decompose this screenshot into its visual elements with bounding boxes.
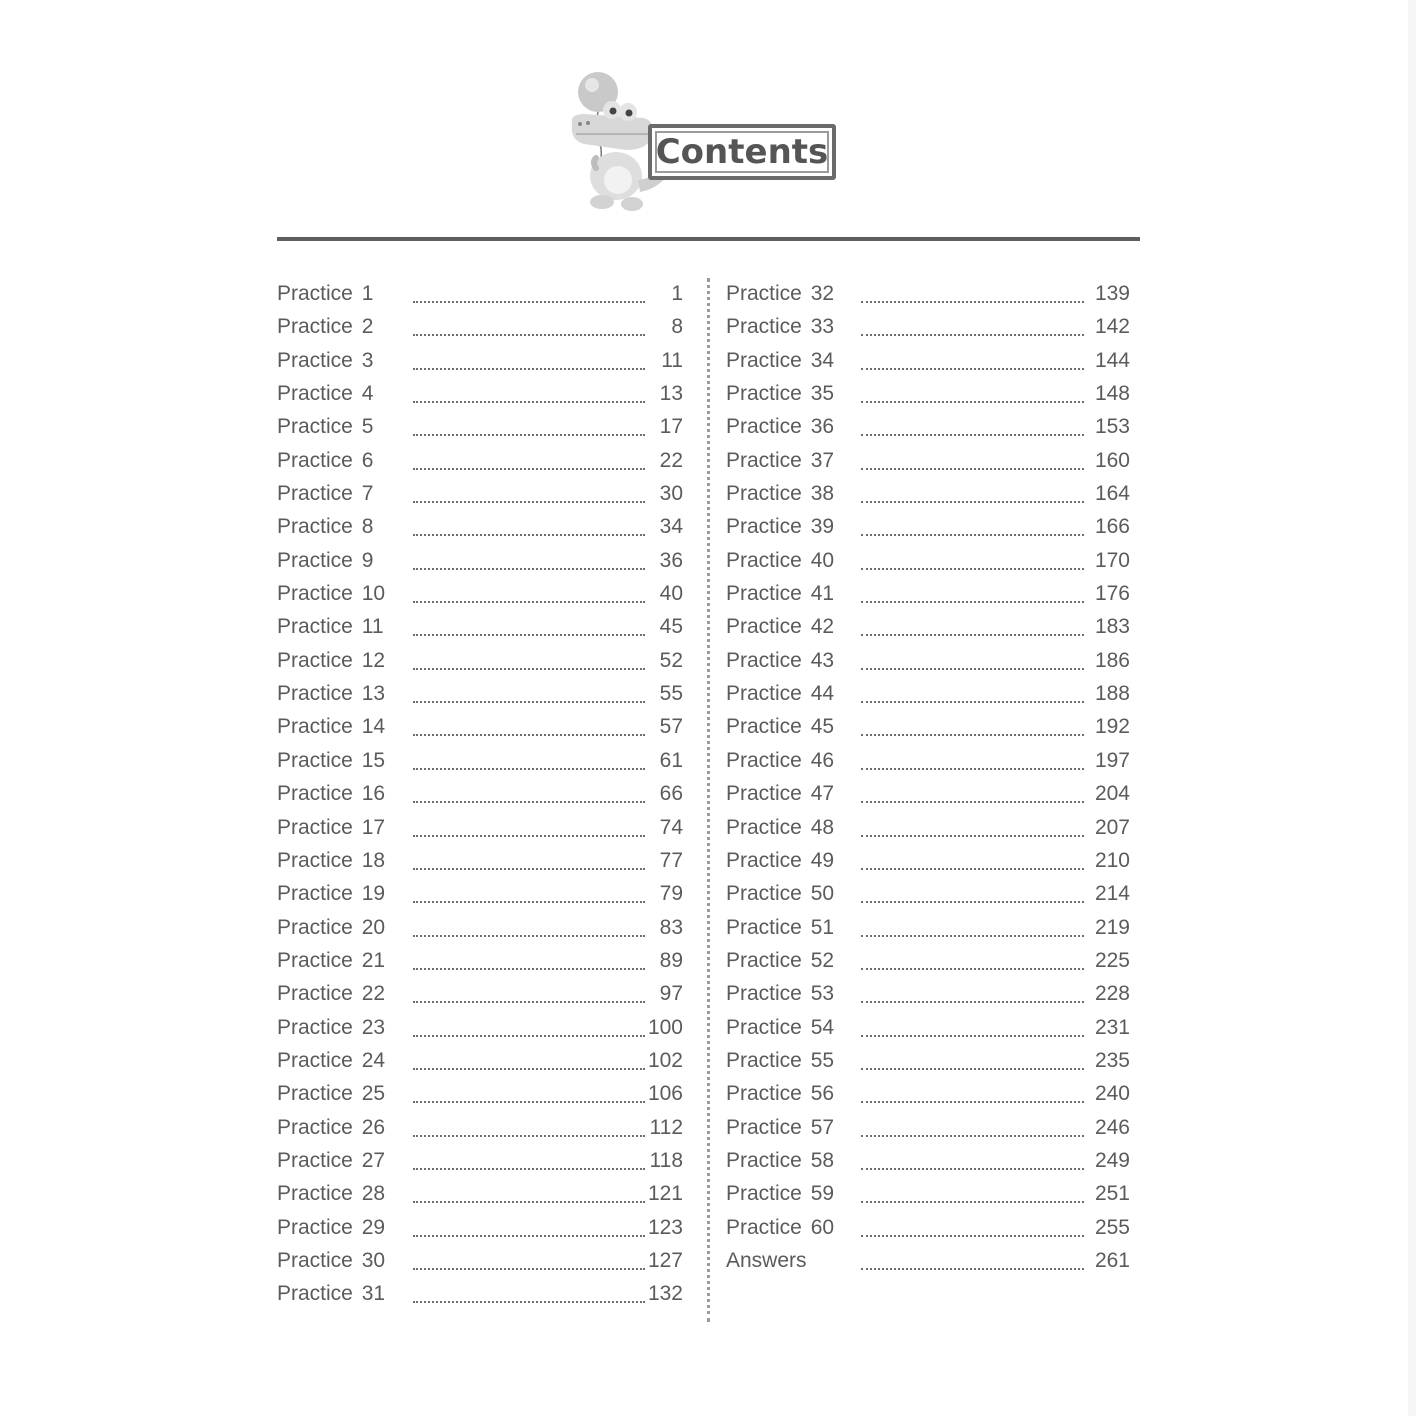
toc-entry-label: Practice 37 bbox=[726, 448, 835, 472]
toc-entry bbox=[726, 378, 1136, 411]
toc-entry-page: 186 bbox=[1094, 648, 1130, 672]
toc-leader-dots bbox=[861, 568, 1084, 570]
toc-entry-page: 66 bbox=[659, 782, 683, 806]
toc-entry-label: Practice 18 bbox=[277, 848, 386, 872]
header-rule bbox=[277, 237, 1140, 241]
toc-leader-dots bbox=[861, 1268, 1084, 1270]
toc-leader-dots bbox=[861, 1035, 1084, 1037]
toc-entry-page: 246 bbox=[1094, 1115, 1130, 1139]
toc-entry-label: Practice 59 bbox=[726, 1182, 835, 1206]
toc-entry-label: Practice 14 bbox=[277, 715, 386, 739]
toc-entry-label: Practice 56 bbox=[726, 1082, 835, 1106]
toc-leader-dots bbox=[861, 1168, 1084, 1170]
toc-leader-dots bbox=[861, 868, 1084, 870]
toc-entry-label: Practice 15 bbox=[277, 748, 386, 772]
toc-entry-page: 83 bbox=[659, 915, 683, 939]
toc-entry bbox=[277, 812, 687, 845]
toc-entry-label: Practice 10 bbox=[277, 582, 386, 606]
toc-entry-label: Practice 51 bbox=[726, 915, 835, 939]
toc-entry-page: 57 bbox=[659, 715, 683, 739]
toc-entry-page: 89 bbox=[659, 948, 683, 972]
toc-entry bbox=[726, 1078, 1136, 1111]
toc-entry bbox=[726, 545, 1136, 578]
toc-entry bbox=[277, 912, 687, 945]
toc-entry-label: Practice 5 bbox=[277, 415, 374, 439]
toc-leader-dots bbox=[413, 1168, 645, 1170]
toc-entry-label: Practice 58 bbox=[726, 1148, 835, 1172]
toc-leader-dots bbox=[861, 634, 1084, 636]
toc-entry bbox=[277, 445, 687, 478]
toc-entry-label: Practice 27 bbox=[277, 1148, 386, 1172]
toc-entry bbox=[277, 1012, 687, 1045]
toc-entry-label: Practice 41 bbox=[726, 582, 835, 606]
toc-leader-dots bbox=[413, 334, 645, 336]
toc-entry-page: 112 bbox=[649, 1115, 683, 1139]
toc-entry-page: 61 bbox=[659, 748, 683, 772]
toc-entry bbox=[277, 678, 687, 711]
toc-entry bbox=[277, 845, 687, 878]
toc-entry bbox=[277, 1278, 687, 1311]
toc-entry-label: Practice 19 bbox=[277, 882, 386, 906]
toc-entry bbox=[726, 611, 1136, 644]
toc-entry bbox=[726, 1045, 1136, 1078]
toc-entry bbox=[277, 1212, 687, 1245]
toc-entry bbox=[277, 711, 687, 744]
toc-leader-dots bbox=[413, 968, 645, 970]
toc-column-right bbox=[726, 278, 1136, 1278]
toc-entry-page: 235 bbox=[1094, 1048, 1130, 1072]
toc-leader-dots bbox=[413, 534, 645, 536]
toc-entry-page: 231 bbox=[1094, 1015, 1130, 1039]
toc-leader-dots bbox=[413, 868, 645, 870]
toc-entry bbox=[277, 478, 687, 511]
toc-entry-page: 207 bbox=[1094, 815, 1130, 839]
toc-entry-page: 219 bbox=[1094, 915, 1130, 939]
toc-entry-page: 261 bbox=[1094, 1248, 1130, 1272]
toc-leader-dots bbox=[413, 501, 645, 503]
toc-entry-page: 214 bbox=[1094, 882, 1130, 906]
toc-entry-page: 176 bbox=[1094, 582, 1130, 606]
toc-entry-label: Answers bbox=[726, 1248, 807, 1272]
toc-entry-label: Practice 38 bbox=[726, 482, 835, 506]
toc-leader-dots bbox=[861, 668, 1084, 670]
toc-leader-dots bbox=[413, 1101, 645, 1103]
toc-entry-page: 228 bbox=[1094, 982, 1130, 1006]
toc-entry-page: 139 bbox=[1094, 282, 1130, 305]
toc-entry-page: 11 bbox=[661, 348, 683, 372]
toc-leader-dots bbox=[861, 1001, 1084, 1003]
toc-entry-label: Practice 9 bbox=[277, 548, 374, 572]
toc-leader-dots bbox=[413, 1001, 645, 1003]
toc-entry bbox=[277, 1245, 687, 1278]
toc-leader-dots bbox=[413, 401, 645, 403]
contents-title-box bbox=[648, 124, 836, 180]
toc-entry-label: Practice 16 bbox=[277, 782, 386, 806]
toc-entry bbox=[726, 1178, 1136, 1211]
toc-leader-dots bbox=[861, 434, 1084, 436]
toc-leader-dots bbox=[413, 668, 645, 670]
toc-entry-label: Practice 42 bbox=[726, 615, 835, 639]
toc-leader-dots bbox=[861, 901, 1084, 903]
toc-entry bbox=[277, 611, 687, 644]
toc-entry-label: Practice 55 bbox=[726, 1048, 835, 1072]
toc-entry-label: Practice 1 bbox=[277, 282, 374, 305]
toc-entry-label: Practice 21 bbox=[277, 948, 386, 972]
toc-entry-page: 127 bbox=[647, 1248, 683, 1272]
toc-entry-label: Practice 31 bbox=[277, 1282, 386, 1306]
toc-leader-dots bbox=[861, 1235, 1084, 1237]
toc-entry-page: 164 bbox=[1094, 482, 1130, 506]
toc-entry-label: Practice 54 bbox=[726, 1015, 835, 1039]
toc-leader-dots bbox=[413, 601, 645, 603]
toc-entry bbox=[726, 1245, 1136, 1278]
toc-entry-label: Practice 20 bbox=[277, 915, 386, 939]
toc-leader-dots bbox=[861, 1135, 1084, 1137]
toc-leader-dots bbox=[861, 801, 1084, 803]
toc-entry bbox=[726, 945, 1136, 978]
toc-entry bbox=[277, 945, 687, 978]
toc-entry bbox=[726, 1145, 1136, 1178]
toc-leader-dots bbox=[861, 701, 1084, 703]
toc-entry bbox=[277, 1178, 687, 1211]
toc-entry bbox=[277, 311, 687, 344]
toc-entry-page: 8 bbox=[671, 315, 683, 339]
toc-entry bbox=[277, 878, 687, 911]
toc-entry-label: Practice 44 bbox=[726, 682, 835, 706]
toc-leader-dots bbox=[861, 1101, 1084, 1103]
toc-entry bbox=[277, 1078, 687, 1111]
toc-entry-page: 45 bbox=[659, 615, 683, 639]
toc-leader-dots bbox=[861, 401, 1084, 403]
toc-entry bbox=[726, 1212, 1136, 1245]
toc-entry-page: 30 bbox=[659, 482, 683, 506]
toc-entry-page: 52 bbox=[659, 648, 683, 672]
toc-entry-label: Practice 40 bbox=[726, 548, 835, 572]
toc-entry-page: 251 bbox=[1094, 1182, 1130, 1206]
toc-leader-dots bbox=[413, 1235, 645, 1237]
toc-entry-page: 188 bbox=[1094, 682, 1130, 706]
toc-entry bbox=[277, 345, 687, 378]
toc-entry bbox=[277, 645, 687, 678]
toc-entry bbox=[277, 778, 687, 811]
toc-entry-label: Practice 33 bbox=[726, 315, 835, 339]
toc-entry-page: 77 bbox=[659, 848, 683, 872]
toc-entry bbox=[726, 1012, 1136, 1045]
toc-entry-label: Practice 2 bbox=[277, 315, 374, 339]
toc-leader-dots bbox=[413, 1068, 645, 1070]
toc-entry bbox=[726, 711, 1136, 744]
toc-entry bbox=[726, 578, 1136, 611]
toc-leader-dots bbox=[861, 734, 1084, 736]
toc-entry-label: Practice 50 bbox=[726, 882, 835, 906]
toc-entry bbox=[726, 345, 1136, 378]
toc-leader-dots bbox=[413, 1035, 645, 1037]
toc-entry-page: 153 bbox=[1094, 415, 1130, 439]
toc-entry bbox=[726, 845, 1136, 878]
toc-entry-page: 142 bbox=[1094, 315, 1130, 339]
toc-entry-label: Practice 32 bbox=[726, 282, 835, 305]
toc-entry-page: 102 bbox=[647, 1048, 683, 1072]
toc-entry bbox=[726, 678, 1136, 711]
toc-entry-label: Practice 24 bbox=[277, 1048, 386, 1072]
toc-entry-label: Practice 45 bbox=[726, 715, 835, 739]
toc-entry-label: Practice 48 bbox=[726, 815, 835, 839]
toc-entry bbox=[726, 445, 1136, 478]
toc-entry bbox=[726, 745, 1136, 778]
toc-leader-dots bbox=[861, 1068, 1084, 1070]
toc-leader-dots bbox=[413, 1135, 645, 1137]
toc-entry bbox=[277, 978, 687, 1011]
toc-leader-dots bbox=[413, 368, 645, 370]
toc-leader-dots bbox=[413, 468, 645, 470]
toc-entry-label: Practice 46 bbox=[726, 748, 835, 772]
toc-entry-label: Practice 23 bbox=[277, 1015, 386, 1039]
toc-entry bbox=[277, 745, 687, 778]
toc-leader-dots bbox=[413, 835, 645, 837]
toc-entry bbox=[726, 878, 1136, 911]
toc-entry-page: 36 bbox=[659, 548, 683, 572]
contents-header bbox=[566, 68, 856, 218]
toc-leader-dots bbox=[861, 835, 1084, 837]
toc-entry-label: Practice 53 bbox=[726, 982, 835, 1006]
toc-entry-page: 121 bbox=[647, 1182, 683, 1206]
toc-entry-label: Practice 26 bbox=[277, 1115, 386, 1139]
toc-entry-page: 106 bbox=[647, 1082, 683, 1106]
toc-entry bbox=[726, 511, 1136, 544]
toc-entry-page: 183 bbox=[1094, 615, 1130, 639]
toc-entry bbox=[277, 1145, 687, 1178]
toc-entry-label: Practice 17 bbox=[277, 815, 386, 839]
toc-entry bbox=[726, 978, 1136, 1011]
toc-entry-page: 210 bbox=[1094, 848, 1130, 872]
toc-column-left bbox=[277, 278, 687, 1312]
toc-entry-label: Practice 49 bbox=[726, 848, 835, 872]
toc-entry-page: 148 bbox=[1094, 382, 1130, 406]
toc-entry-label: Practice 43 bbox=[726, 648, 835, 672]
toc-leader-dots bbox=[413, 1201, 645, 1203]
toc-leader-dots bbox=[861, 534, 1084, 536]
toc-leader-dots bbox=[413, 634, 645, 636]
toc-entry-page: 144 bbox=[1094, 348, 1130, 372]
toc-leader-dots bbox=[861, 935, 1084, 937]
toc-leader-dots bbox=[413, 701, 645, 703]
toc-entry-page: 255 bbox=[1094, 1215, 1130, 1239]
toc-leader-dots bbox=[861, 368, 1084, 370]
toc-entry-label: Practice 60 bbox=[726, 1215, 835, 1239]
toc-leader-dots bbox=[413, 1301, 645, 1303]
toc-entry-label: Practice 30 bbox=[277, 1248, 386, 1272]
toc-entry bbox=[726, 478, 1136, 511]
toc-entry-page: 17 bbox=[659, 415, 683, 439]
toc-leader-dots bbox=[861, 601, 1084, 603]
toc-entry-page: 34 bbox=[659, 515, 683, 539]
toc-entry bbox=[277, 545, 687, 578]
toc-entry-page: 79 bbox=[659, 882, 683, 906]
toc-entry bbox=[277, 511, 687, 544]
toc-entry-label: Practice 8 bbox=[277, 515, 374, 539]
toc-entry-label: Practice 13 bbox=[277, 682, 386, 706]
toc-entry-label: Practice 3 bbox=[277, 348, 374, 372]
toc-entry-label: Practice 36 bbox=[726, 415, 835, 439]
toc-entry bbox=[726, 411, 1136, 444]
toc-entry-page: 132 bbox=[647, 1282, 683, 1306]
toc-entry bbox=[726, 812, 1136, 845]
toc-entry-page: 1 bbox=[671, 282, 683, 305]
toc-leader-dots bbox=[413, 301, 645, 303]
toc-leader-dots bbox=[413, 768, 645, 770]
toc-entry-page: 166 bbox=[1094, 515, 1130, 539]
toc-entry-page: 13 bbox=[659, 382, 683, 406]
toc-entry bbox=[726, 1112, 1136, 1145]
toc-leader-dots bbox=[413, 568, 645, 570]
toc-leader-dots bbox=[413, 901, 645, 903]
toc-leader-dots bbox=[861, 1201, 1084, 1203]
toc-entry-label: Practice 4 bbox=[277, 382, 374, 406]
toc-leader-dots bbox=[861, 768, 1084, 770]
toc-entry bbox=[277, 1045, 687, 1078]
toc-entry-page: 160 bbox=[1094, 448, 1130, 472]
toc-entry-page: 240 bbox=[1094, 1082, 1130, 1106]
toc-entry bbox=[726, 778, 1136, 811]
toc-entry bbox=[277, 278, 687, 311]
toc-entry bbox=[726, 311, 1136, 344]
toc-entry-label: Practice 22 bbox=[277, 982, 386, 1006]
toc-entry-page: 249 bbox=[1094, 1148, 1130, 1172]
toc-entry bbox=[277, 411, 687, 444]
toc-entry-page: 118 bbox=[649, 1148, 683, 1172]
toc-entry-label: Practice 39 bbox=[726, 515, 835, 539]
toc-entry-label: Practice 34 bbox=[726, 348, 835, 372]
toc-entry bbox=[726, 278, 1136, 311]
toc-leader-dots bbox=[413, 734, 645, 736]
toc-entry-label: Practice 11 bbox=[277, 615, 384, 639]
toc-entry-page: 192 bbox=[1094, 715, 1130, 739]
toc-leader-dots bbox=[861, 468, 1084, 470]
toc-entry-label: Practice 57 bbox=[726, 1115, 835, 1139]
column-divider bbox=[707, 278, 710, 1322]
toc-leader-dots bbox=[413, 935, 645, 937]
toc-entry-page: 170 bbox=[1094, 548, 1130, 572]
toc-entry-page: 100 bbox=[647, 1015, 683, 1039]
toc-entry-label: Practice 29 bbox=[277, 1215, 386, 1239]
toc-entry bbox=[277, 578, 687, 611]
toc-entry-page: 74 bbox=[659, 815, 683, 839]
toc-leader-dots bbox=[861, 334, 1084, 336]
toc-entry-label: Practice 7 bbox=[277, 482, 374, 506]
page-title: Contents bbox=[655, 132, 829, 172]
toc-entry-label: Practice 35 bbox=[726, 382, 835, 406]
toc-entry-page: 22 bbox=[659, 448, 683, 472]
toc-entry bbox=[726, 912, 1136, 945]
toc-entry-page: 123 bbox=[647, 1215, 683, 1239]
page-edge-shadow bbox=[1206, 0, 1416, 1416]
toc-entry-page: 97 bbox=[659, 982, 683, 1006]
toc-entry bbox=[726, 645, 1136, 678]
toc-leader-dots bbox=[413, 1268, 645, 1270]
toc-entry-page: 204 bbox=[1094, 782, 1130, 806]
toc-entry-label: Practice 28 bbox=[277, 1182, 386, 1206]
toc-entry-label: Practice 52 bbox=[726, 948, 835, 972]
toc-leader-dots bbox=[861, 968, 1084, 970]
toc-entry-page: 55 bbox=[659, 682, 683, 706]
toc-entry-label: Practice 25 bbox=[277, 1082, 386, 1106]
toc-entry bbox=[277, 1112, 687, 1145]
toc-leader-dots bbox=[413, 434, 645, 436]
toc-entry-page: 197 bbox=[1094, 748, 1130, 772]
toc-entry-label: Practice 47 bbox=[726, 782, 835, 806]
toc-entry bbox=[277, 378, 687, 411]
toc-entry-label: Practice 6 bbox=[277, 448, 374, 472]
toc-entry-label: Practice 12 bbox=[277, 648, 386, 672]
toc-entry-page: 225 bbox=[1094, 948, 1130, 972]
toc-leader-dots bbox=[861, 501, 1084, 503]
toc-leader-dots bbox=[413, 801, 645, 803]
toc-leader-dots bbox=[861, 301, 1084, 303]
toc-entry-page: 40 bbox=[659, 582, 683, 606]
